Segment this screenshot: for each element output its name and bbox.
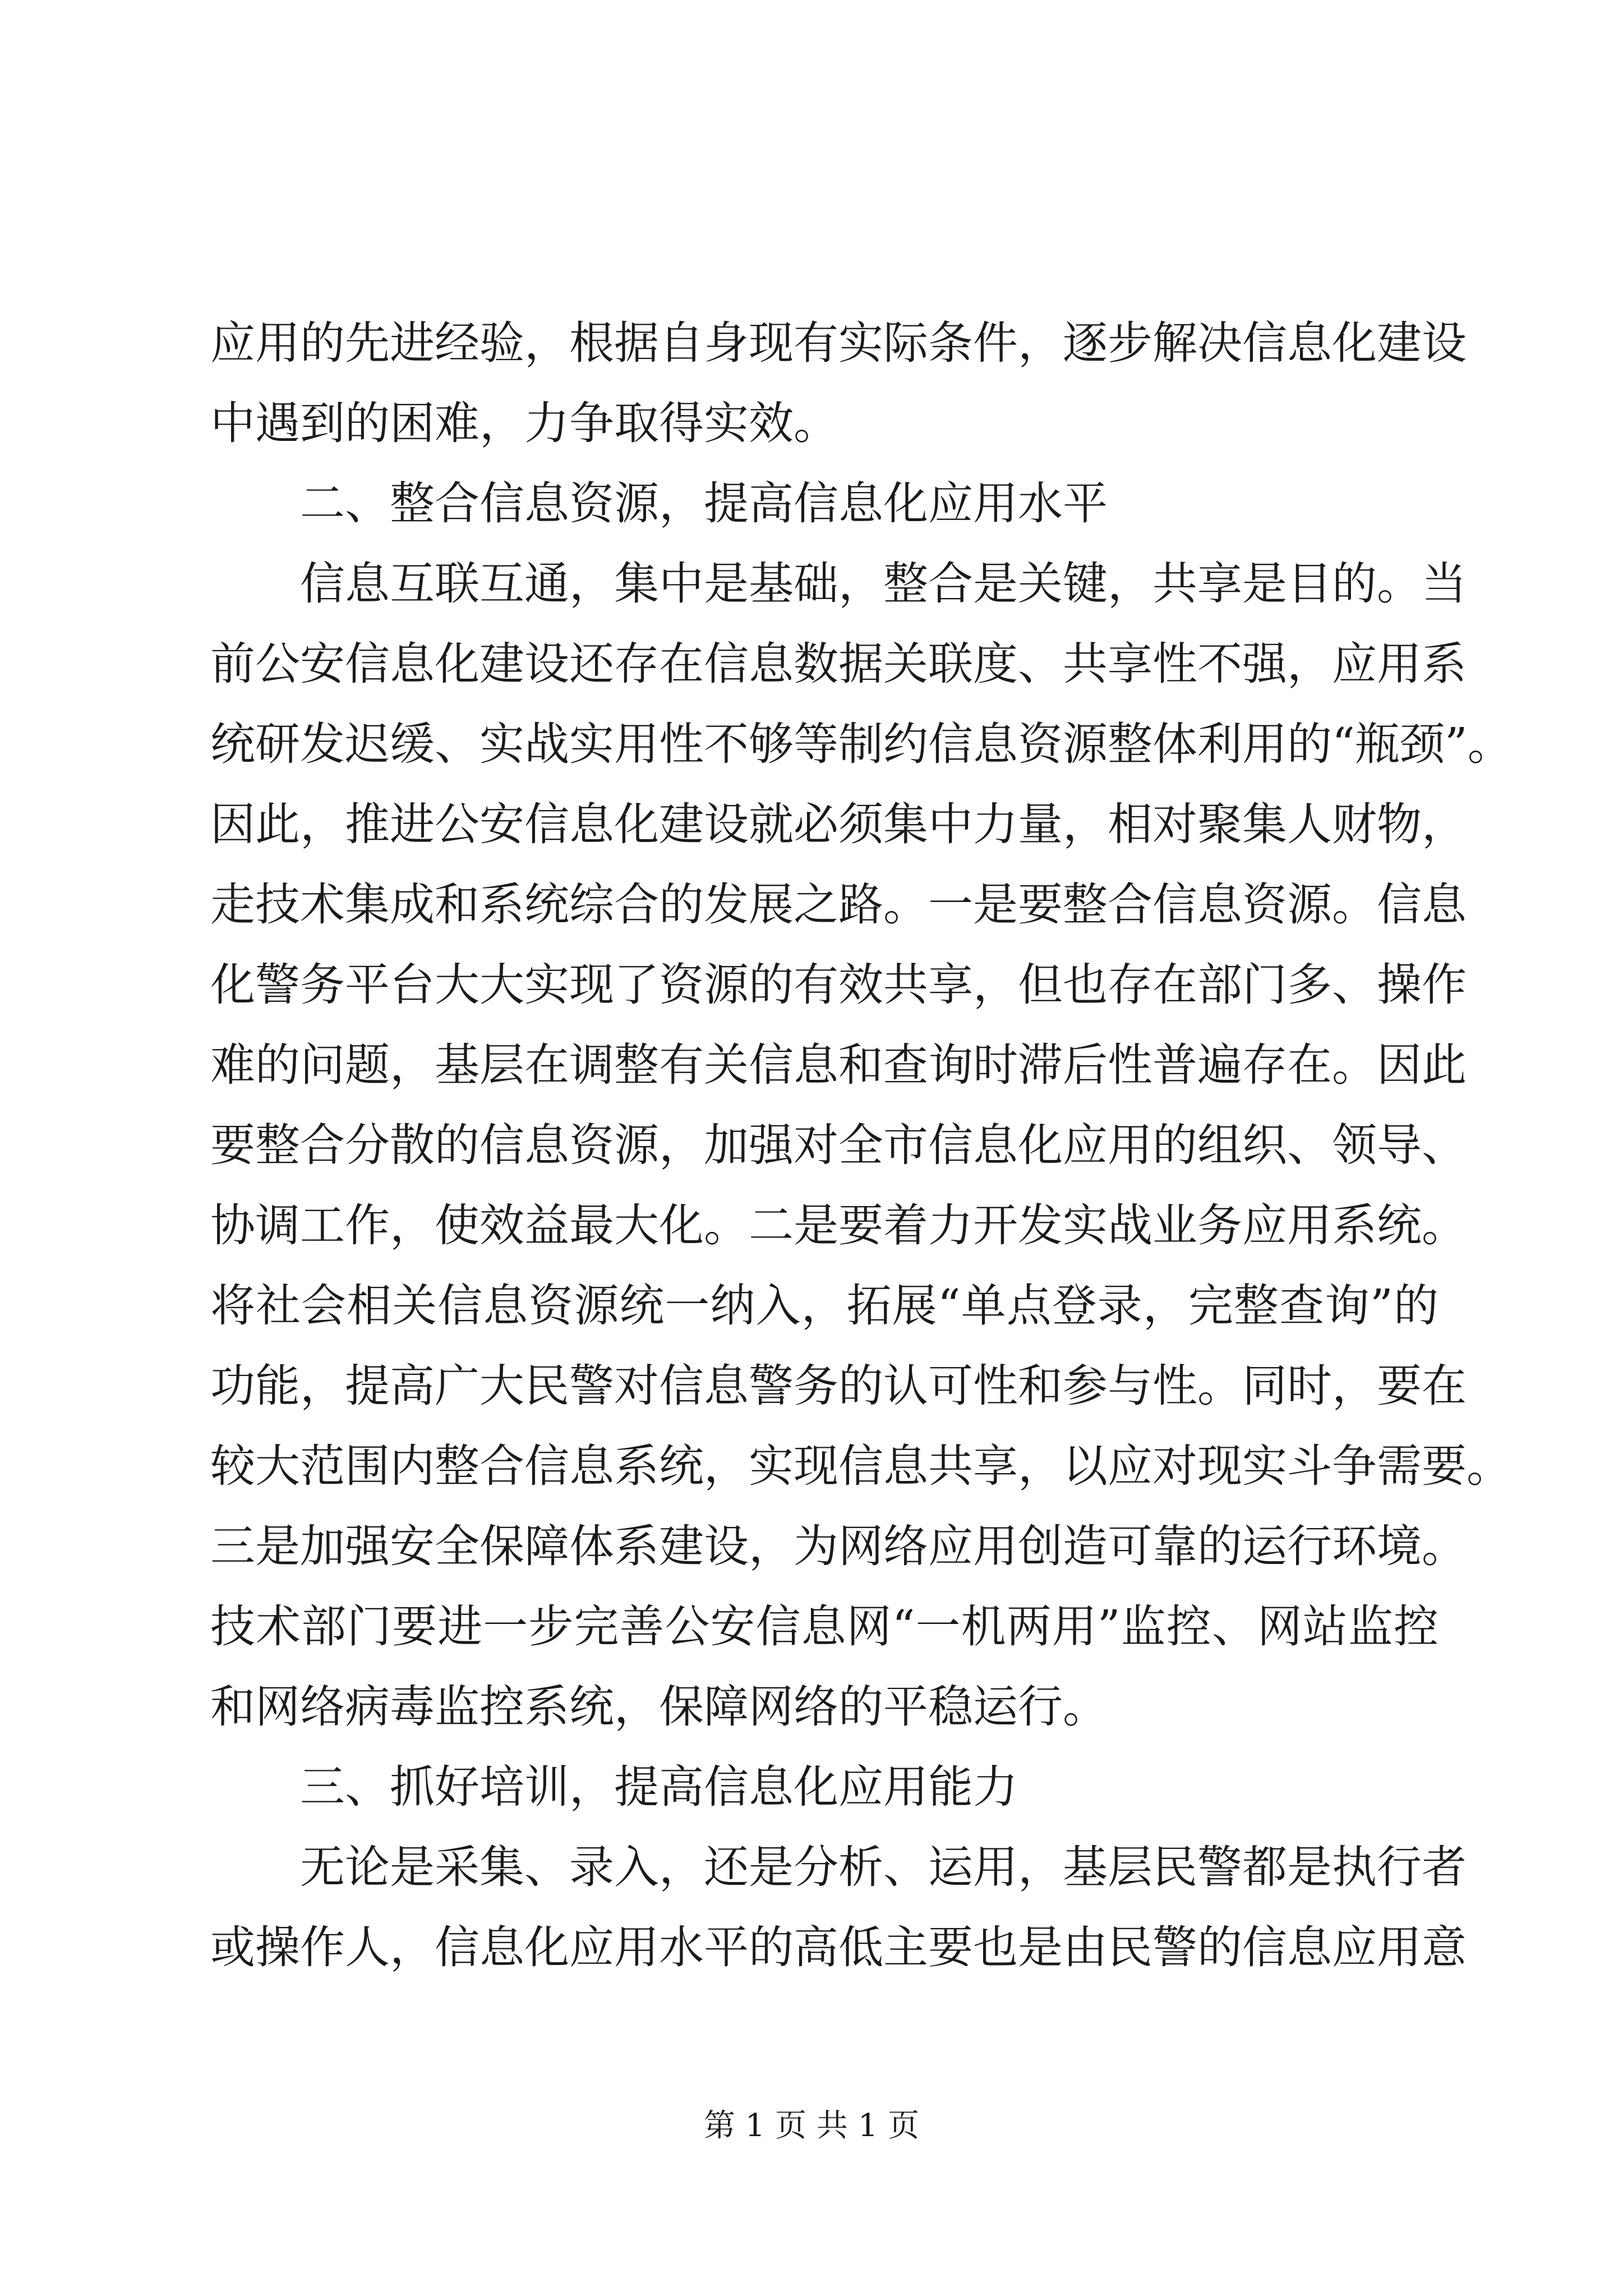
body-line: 统研发迟缓、实战实用性不够等制约信息资源整体利用的“瓶颈”。 (210, 718, 1513, 770)
body-line: 无论是采集、录入，还是分析、运用，基层民警都是执行者 (300, 1841, 1467, 1893)
body-line: 要整合分散的信息资源，加强对全市信息化应用的组织、领导、 (210, 1119, 1467, 1171)
page-number-footer: 第 1 页 共 1 页 (703, 2108, 920, 2144)
body-line: 三是加强安全保障体系建设，为网络应用创造可靠的运行环境。 (210, 1520, 1467, 1572)
body-line: 因此，推进公安信息化建设就必须集中力量，相对聚集人财物， (210, 798, 1467, 850)
body-line: 应用的先进经验，根据自身现有实际条件，逐步解决信息化建设 (210, 317, 1467, 369)
body-line: 化警务平台大大实现了资源的有效共享，但也存在部门多、操作 (210, 959, 1467, 1011)
body-line: 难的问题，基层在调整有关信息和查询时滞后性普遍存在。因此 (210, 1039, 1467, 1091)
section-heading: 二、整合信息资源，提高信息化应用水平 (300, 477, 1108, 530)
body-line: 技术部门要进一步完善公安信息网“一机两用”监控、网站监控 (210, 1600, 1438, 1653)
document-body (210, 303, 1513, 1987)
body-line: 协调工作，使效益最大化。二是要着力开发实战业务应用系统。 (210, 1199, 1467, 1251)
body-line: 功能，提高广大民警对信息警务的认可性和参与性。同时，要在 (210, 1360, 1467, 1412)
body-line: 和网络病毒监控系统，保障网络的平稳运行。 (210, 1681, 1108, 1733)
section-heading: 三、抓好培训，提高信息化应用能力 (300, 1761, 1018, 1813)
body-line: 较大范围内整合信息系统，实现信息共享，以应对现实斗争需要。 (210, 1440, 1511, 1492)
body-line: 将社会相关信息资源统一纳入，拓展“单点登录，完整查询”的 (210, 1280, 1438, 1332)
body-line: 或操作人，信息化应用水平的高低主要也是由民警的信息应用意 (210, 1921, 1467, 1973)
body-line: 中遇到的困难，力争取得实效。 (210, 397, 838, 449)
body-line: 前公安信息化建设还存在信息数据关联度、共享性不强，应用系 (210, 638, 1467, 690)
body-line: 走技术集成和系统综合的发展之路。一是要整合信息资源。信息 (210, 878, 1467, 931)
body-line: 信息互联互通，集中是基础，整合是关键，共享是目的。当 (300, 558, 1467, 610)
